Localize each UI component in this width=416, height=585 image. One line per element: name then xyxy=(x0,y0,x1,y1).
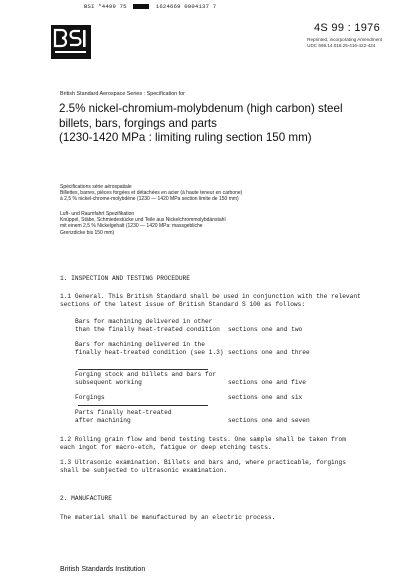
publisher-footer: British Standards Institution xyxy=(60,566,146,573)
series-line: British Standard Aerospace Series : Specification for xyxy=(60,91,185,97)
table-cell-line: Bars for machining delivered in the xyxy=(75,341,205,348)
barcode-block xyxy=(133,4,149,9)
catalogue-code-left: BSI *4499 75 xyxy=(84,3,127,10)
paragraph-1-2 xyxy=(60,436,346,452)
para-line: each ingot for macro-etch, fatigue or deep etching tests. xyxy=(60,444,272,451)
table-cell-line: finally heat-treated condition (see 1.3) xyxy=(75,349,224,356)
table-row-right: sections one and three xyxy=(228,349,310,356)
meta-line: Reprinted, incorporating Amendment xyxy=(307,37,382,42)
table-row-left xyxy=(75,371,216,387)
french-line: Spécifications série aérospatiale xyxy=(60,184,132,190)
german-line: Luft- und Raumfahrt Spezifikation xyxy=(60,211,135,217)
german-title xyxy=(60,211,226,236)
meta-line: UDC 669.14.018.25-416-422-424 xyxy=(307,43,376,48)
bsi-logo xyxy=(50,24,92,60)
title-line: 2.5% nickel-chromium-molybdenum (high carbon) steel xyxy=(59,102,343,115)
german-line: Grenzdicke bis 150 mm) xyxy=(60,229,115,236)
paragraph-1-3 xyxy=(60,459,346,475)
para-line: 1.1 General. This British Standard shall be used in conjunction with the relevant xyxy=(60,293,361,300)
section-1-heading: 1. INSPECTION AND TESTING PROCEDURE xyxy=(60,275,190,282)
french-title xyxy=(60,184,242,203)
table-cell-line: than the finally heat-treated condition xyxy=(75,326,220,333)
para-line: 1.3 Ultrasonic examination. Billets and bars and, where practicable, forgings xyxy=(60,459,346,466)
catalogue-code-right: 1624669 0004137 7 xyxy=(155,3,217,10)
table-cell-line: Bars for machining delivered in other xyxy=(75,318,213,325)
table-cell-line: Parts finally heat-treated xyxy=(75,409,172,416)
table-cell-line: Forging stock and billets and bars for xyxy=(75,371,217,378)
paragraph-2: The material shall be manufactured by an electric process. xyxy=(60,514,276,521)
table-row-right: sections one and five xyxy=(228,379,306,386)
table-row-left xyxy=(75,394,105,402)
table-cell-line: Forgings xyxy=(75,394,105,401)
table-divider xyxy=(78,369,208,370)
table-cell-line: after machining xyxy=(75,417,131,424)
table-row-left xyxy=(75,341,224,357)
german-line: Knüppel, Stäbe, Schmiedestücke und Teile aus Nickelchrommolybdänstahl xyxy=(60,217,226,224)
table-row-right: sections one and seven xyxy=(228,417,310,424)
french-line: Billettes, barres, pièces forgées et détachées en acier (à haute teneur en carbone) xyxy=(60,190,243,197)
para-line: sections of the latest issue of British Standard S 100 as follows: xyxy=(60,301,306,308)
paragraph-1-1 xyxy=(60,293,361,309)
german-line: mit einem 2,5 % Nickelgehalt (1230 — 1420 MPa: massgebliche xyxy=(60,223,203,230)
title-line: (1230-1420 MPa : limiting ruling section 150 mm) xyxy=(59,131,312,144)
document-title xyxy=(59,102,389,146)
table-divider xyxy=(78,405,208,406)
standard-number: 4S 99 : 1976 xyxy=(314,22,380,34)
standard-meta xyxy=(307,37,382,49)
para-line: 1.2 Rolling grain flow and bend testing tests. One sample shall be taken from xyxy=(60,436,346,443)
table-row-right: sections one and six xyxy=(228,394,303,401)
table-cell-line: subsequent working xyxy=(75,379,142,386)
table-row-left xyxy=(75,409,172,425)
table-row-right: sections one and two xyxy=(228,326,303,333)
french-line: à 2,5 % nickel-chrome-molybdène (1230 — 1420 MPa section limite de 150 mm) xyxy=(60,196,239,203)
para-line: shall be subjected to ultrasonic examination. xyxy=(60,467,228,474)
title-line: billets, bars, forgings and parts xyxy=(59,116,217,130)
section-2-heading: 2. MANUFACTURE xyxy=(60,495,112,502)
table-row-left xyxy=(75,318,220,334)
catalogue-code-strip xyxy=(84,3,216,10)
